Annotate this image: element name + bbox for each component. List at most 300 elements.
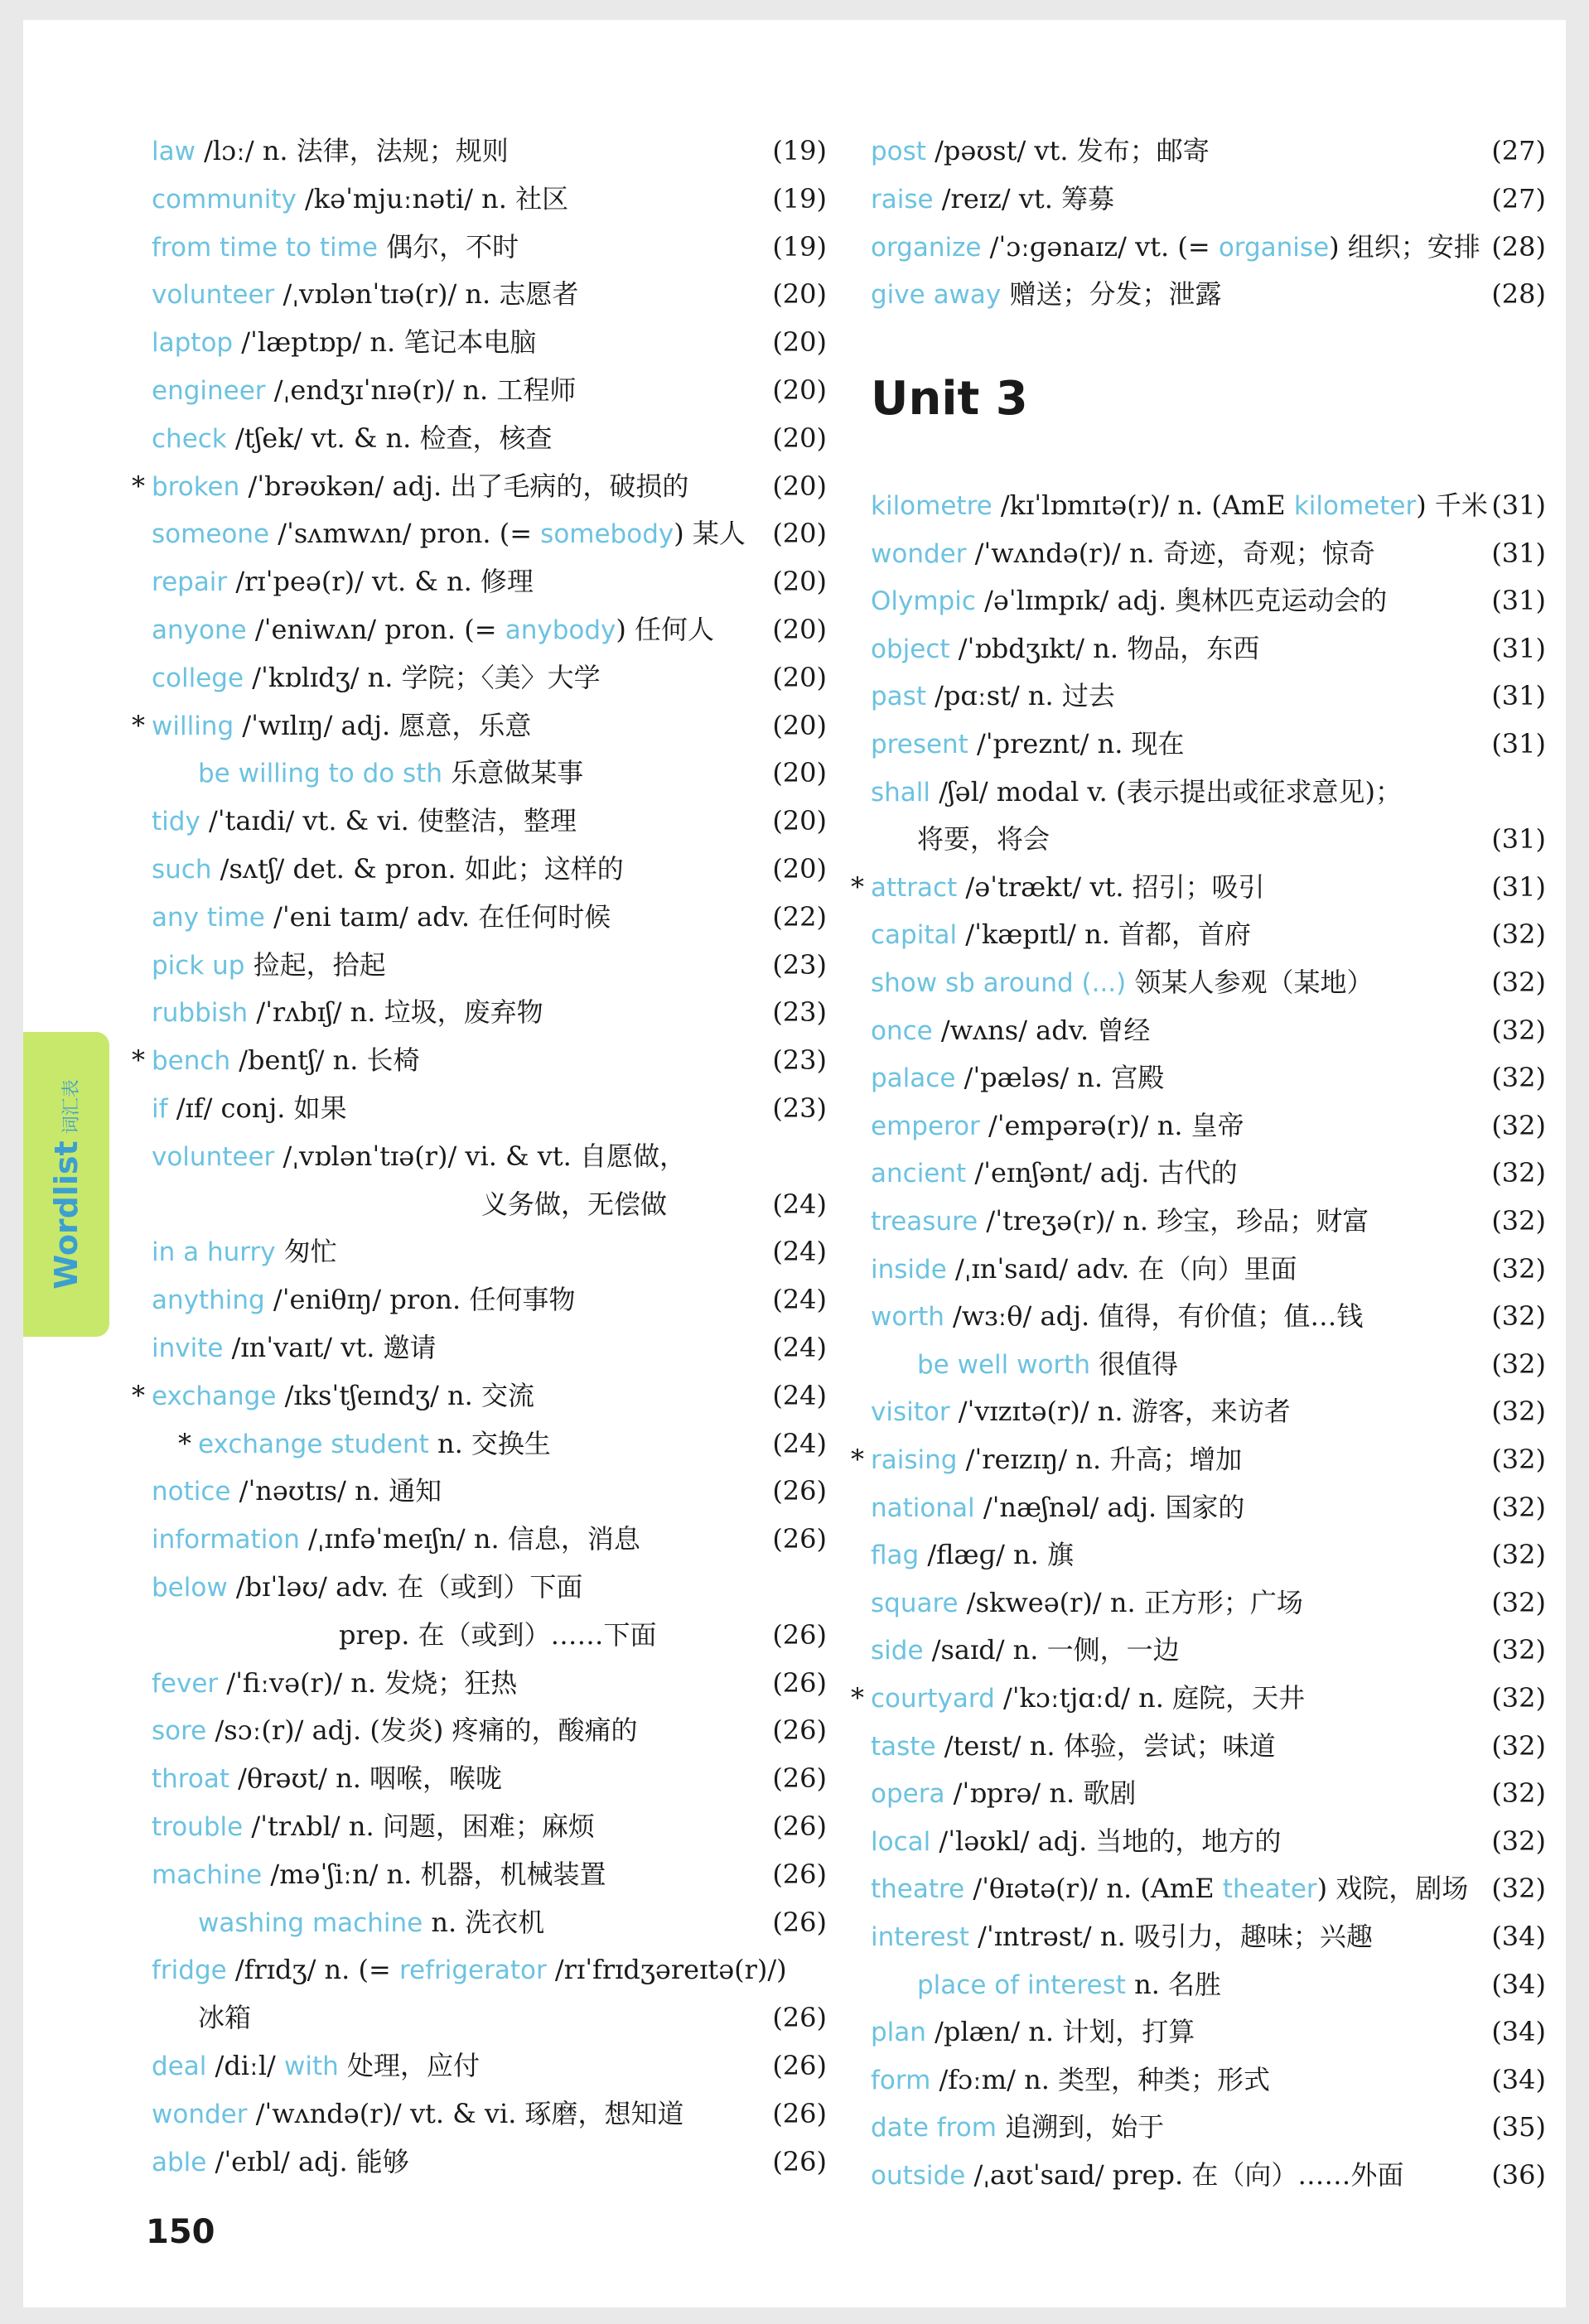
entry-text (152, 510, 746, 558)
entry-text (152, 558, 534, 606)
page-reference: (32) (1491, 1729, 1546, 1762)
entry-text (871, 864, 1265, 912)
wordlist-entry (871, 1627, 1546, 1674)
starred-mark: * (851, 870, 864, 903)
definition: /ˈvɪzɪtə(r)/ n. 游客，来访者 (949, 1396, 1291, 1428)
wordlist-entry (871, 1102, 1546, 1150)
definition: 义务做，无偿做 (481, 1188, 668, 1220)
entry-text (198, 1994, 251, 2042)
definition: /diːl/ (206, 2050, 284, 2081)
wordlist-entry (152, 176, 827, 223)
variant-headword: theater (1222, 1874, 1317, 1905)
headword: worth (871, 1302, 944, 1333)
wordlist-entry (152, 1228, 827, 1275)
entry-text (871, 1484, 1244, 1532)
headword: side (871, 1636, 924, 1666)
headword: below (152, 1573, 228, 1603)
entry-text (871, 577, 1387, 625)
definition: /əˈtrækt/ vt. 招引；吸引 (957, 870, 1265, 903)
page-reference: (23) (772, 996, 827, 1029)
wordlist-entry (152, 510, 827, 557)
entry-text (339, 1612, 657, 1659)
page-reference: (34) (1491, 2016, 1546, 2048)
wordlist-entry (152, 1420, 827, 1468)
entry-text (871, 1627, 1180, 1675)
entry-text (871, 2152, 1403, 2200)
wordlist-entry (152, 1851, 827, 1898)
entry-text (871, 1436, 1242, 1484)
page-reference: (24) (772, 1379, 827, 1411)
wordlist-entry (871, 2152, 1546, 2199)
definition: /ˌɪnˈsaɪd/ adv. 在（向）里面 (946, 1252, 1297, 1285)
page-reference: (26) (772, 1666, 827, 1699)
starred-mark: * (851, 1682, 864, 1714)
entry-text (152, 1324, 437, 1372)
entry-text (871, 673, 1115, 721)
headword: capital (871, 920, 958, 951)
wordlist-entry (152, 2138, 827, 2186)
definition: /flæɡ/ n. 旗 (919, 1539, 1074, 1571)
entry-text (871, 1531, 1074, 1579)
entry-text (152, 1372, 534, 1420)
definition: /tʃek/ vt. & n. 检查，核查 (226, 422, 553, 454)
definition: 捡起，拾起 (244, 948, 386, 981)
wordlist-entry (152, 128, 827, 175)
headword: someone (152, 519, 270, 550)
page-reference: (24) (772, 1284, 827, 1316)
wordlist-entry (871, 1388, 1546, 1435)
headword: from time to time (152, 232, 378, 263)
entry-text (871, 1293, 1363, 1341)
headword: theatre (871, 1874, 965, 1905)
wordlist-entry (871, 530, 1546, 577)
definition: /ˈkæpɪtl/ n. 首都，首府 (957, 919, 1252, 951)
entry-text (152, 702, 531, 750)
entry-text (152, 1516, 640, 1564)
entry-text (871, 959, 1373, 1007)
entry-text (152, 367, 576, 415)
headword: anyone (152, 615, 247, 645)
page-reference: (32) (1491, 1109, 1546, 1141)
wordlist-entry (871, 224, 1546, 271)
headword: give away (871, 280, 1002, 311)
wordlist-entry (152, 894, 827, 941)
definition: 偶尔，不时 (377, 230, 519, 263)
definition: n. 交换生 (428, 1427, 551, 1459)
headword: volunteer (152, 280, 275, 311)
entry-text (152, 1660, 517, 1708)
headword: present (871, 730, 968, 759)
headword: place of interest (917, 1970, 1126, 2000)
entry-text (871, 1007, 1150, 1055)
definition-cont: ) 任何人 (616, 614, 715, 645)
wordlist-entry (851, 1675, 1546, 1722)
headword: be well worth (917, 1349, 1090, 1380)
definition: /ˈrʌbɪʃ/ n. 垃圾，废弃物 (248, 996, 543, 1029)
page-reference: (32) (1491, 1444, 1546, 1475)
entry-text (152, 415, 552, 463)
definition: /skweə(r)/ n. 正方形；广场 (958, 1586, 1303, 1618)
entry-text (871, 1150, 1238, 1198)
starred-mark: * (132, 1379, 145, 1411)
side-tab-english: Wordlist (48, 1140, 85, 1290)
page-reference: (24) (772, 1427, 827, 1459)
entry-text (871, 1818, 1281, 1866)
definition: /ˌendʒɪˈnɪə(r)/ n. 工程师 (265, 374, 577, 406)
definition: /pɑːst/ n. 过去 (925, 680, 1115, 712)
unit-title: Unit 3 (871, 372, 1028, 426)
variant-headword: somebody (540, 519, 674, 550)
definition: /pəʊst/ vt. 发布；邮寄 (925, 135, 1210, 166)
entry-text (152, 894, 611, 942)
definition: /ˈeɪnʃənt/ adj. 古代的 (966, 1157, 1238, 1189)
entry-text (871, 482, 1488, 530)
definition: 乐意做某事 (442, 757, 584, 789)
entry-text (871, 1102, 1244, 1150)
entry-text (152, 798, 577, 846)
page-reference: (32) (1491, 1873, 1546, 1905)
wordlist-entry (152, 319, 827, 366)
entry-text (152, 1755, 502, 1803)
definition: /ˈlæptɒp/ n. 笔记本电脑 (233, 326, 537, 359)
wordlist-entry (871, 1293, 1546, 1340)
headword: repair (152, 567, 228, 598)
page-reference: (31) (1491, 585, 1546, 617)
headword: raising (871, 1445, 958, 1475)
headword: local (871, 1826, 931, 1857)
wordlist-entry (871, 721, 1546, 768)
definition: /ˈpæləs/ n. 宫殿 (955, 1062, 1165, 1094)
entry-text (871, 1246, 1297, 1294)
wordlist-entry (871, 1341, 1546, 1388)
page-reference: (26) (772, 2097, 827, 2129)
page-reference: (24) (772, 1188, 827, 1220)
page-reference: (20) (772, 805, 827, 837)
headword: if (152, 1094, 168, 1124)
definition: /bɪˈləʊ/ adv. 在（或到）下面 (227, 1571, 583, 1603)
page-reference: (32) (1491, 1014, 1546, 1046)
wordlist-entry (871, 1770, 1546, 1817)
wordlist-entry (871, 959, 1546, 1006)
definition: /ˌvɒlənˈtɪə(r)/ vi. & vt. 自愿做， (274, 1140, 687, 1172)
entry-text (871, 2008, 1195, 2056)
definition: 将要，将会 (917, 823, 1050, 856)
headword: emperor (871, 1111, 980, 1141)
definition: /kəˈmjuːnəti/ n. 社区 (296, 182, 569, 215)
entry-text (871, 1198, 1369, 1246)
wordlist-entry (871, 1579, 1546, 1627)
headword: square (871, 1588, 959, 1618)
headword: information (152, 1525, 300, 1555)
wordlist-entry (152, 2090, 827, 2138)
wordlist-entry (871, 2056, 1546, 2104)
definition: /teɪst/ n. 体验，尝试；味道 (935, 1729, 1276, 1762)
entry-text (871, 271, 1221, 319)
page-reference: (32) (1491, 1777, 1546, 1810)
headword: exchange (152, 1381, 277, 1411)
wordlist-entry (871, 128, 1546, 175)
headword: able (152, 2147, 207, 2177)
page-reference: (27) (1491, 135, 1546, 166)
wordlist-entry (152, 1994, 827, 2042)
starred-mark: * (132, 470, 145, 502)
entry-text (152, 654, 601, 702)
entry-text (871, 1579, 1303, 1627)
headword: throat (152, 1764, 229, 1795)
headword: outside (871, 2161, 966, 2191)
wordlist-entry (871, 1913, 1546, 1960)
headword: laptop (152, 328, 234, 359)
page-reference: (26) (772, 1618, 827, 1651)
wordlist-entry (871, 1198, 1546, 1245)
definition: /sɔː(r)/ adj. (发炎) 疼痛的，酸痛的 (206, 1714, 638, 1747)
page-reference: (20) (772, 518, 827, 550)
wordlist-entry (152, 1085, 827, 1132)
entry-text (871, 1770, 1136, 1818)
definition: /fɔːm/ n. 类型，种类；形式 (930, 2063, 1271, 2095)
wordlist-entry (152, 846, 827, 893)
definition: /ˈeniθɪŋ/ pron. 任何事物 (264, 1284, 576, 1316)
headword: such (152, 855, 212, 885)
page-reference: (27) (1491, 182, 1546, 215)
entry-text (917, 1961, 1221, 2009)
definition: /ˈreɪzɪŋ/ n. 升高；增加 (957, 1444, 1243, 1475)
wordlist-entry (871, 1484, 1546, 1531)
wordlist-entry (152, 1755, 827, 1802)
page-reference: (32) (1491, 1157, 1546, 1189)
page-reference: (32) (1491, 1062, 1546, 1094)
page-reference: (31) (1491, 632, 1546, 664)
headword: opera (871, 1779, 945, 1810)
wordlist-entry (871, 2008, 1546, 2056)
definition: /ˈləʊkl/ adj. 当地的，地方的 (930, 1825, 1282, 1857)
wordlist-entry (152, 1660, 827, 1707)
entry-text (152, 1085, 347, 1133)
definition: /saɪd/ n. 一侧，一边 (923, 1634, 1180, 1666)
headword: sore (152, 1716, 207, 1747)
page-reference: (26) (772, 1906, 827, 1938)
wordlist-entry (152, 942, 827, 989)
definition: /ˈwɪlɪŋ/ adj. 愿意，乐意 (234, 709, 532, 741)
definition: /ʃəl/ modal v. (表示提出或征求意见)； (930, 775, 1402, 808)
wordlist-entry (871, 1723, 1546, 1770)
wordlist-entry (871, 769, 1546, 816)
definition-cont: /rɪˈfrɪdʒəreɪtə(r)/) (546, 1954, 787, 1986)
definition-cont: 处理，应付 (338, 2050, 480, 2081)
wordlist-entry (871, 1818, 1546, 1865)
page-reference: (32) (1491, 1491, 1546, 1523)
definition: /ˈfiːvə(r)/ n. 发烧；狂热 (218, 1666, 518, 1699)
definition: 很值得 (1089, 1348, 1179, 1380)
definition: /ˈθɪətə(r)/ n. (AmE (964, 1873, 1223, 1905)
wordlist-entry (152, 558, 827, 605)
headword: palace (871, 1063, 956, 1094)
definition: 匆忙 (275, 1236, 337, 1268)
wordlist-entry (152, 1899, 827, 1946)
definition: /wɜːθ/ adj. 值得，有价值；值…钱 (944, 1300, 1364, 1333)
headword: tidy (152, 807, 200, 837)
definition: /bentʃ/ n. 长椅 (230, 1044, 420, 1077)
page-reference: (26) (772, 2002, 827, 2034)
entry-text (198, 750, 583, 798)
definition: n. 名胜 (1125, 1968, 1222, 2000)
variant-headword: organise (1218, 232, 1330, 263)
page-reference: (19) (772, 182, 827, 215)
entry-text (152, 989, 543, 1037)
entry-text (871, 1913, 1373, 1961)
headword: in a hurry (152, 1237, 276, 1268)
starred-mark: * (132, 1044, 145, 1077)
headword: post (871, 137, 926, 166)
entry-text (871, 2056, 1270, 2105)
wordlist-entry (132, 463, 827, 510)
starred-mark: * (178, 1427, 191, 1459)
entry-text (871, 1388, 1291, 1436)
definition: 赠送；分发；泄露 (1001, 278, 1222, 311)
entry-text (871, 769, 1402, 817)
definition: /ˈempərə(r)/ n. 皇帝 (979, 1109, 1244, 1141)
wordlist-entry (871, 1961, 1546, 2008)
entry-text (152, 1276, 575, 1324)
entry-text (481, 1181, 667, 1228)
page-reference: (23) (772, 948, 827, 981)
headword: object (871, 634, 950, 664)
entry-text (871, 625, 1259, 673)
wordlist-entry (152, 1324, 827, 1372)
page-reference: (26) (772, 1523, 827, 1555)
page-reference: (20) (772, 709, 827, 741)
wordlist-entry (152, 2042, 827, 2090)
definition: /ˌɪnfəˈmeɪʃn/ n. 信息，消息 (299, 1523, 640, 1555)
page-reference: (31) (1491, 537, 1546, 569)
wordlist-entry (851, 864, 1546, 911)
page-reference: (26) (772, 1811, 827, 1842)
page-reference: (35) (1491, 2111, 1546, 2143)
entry-text (871, 1054, 1164, 1102)
definition: /ˈtreʒə(r)/ n. 珍宝，珍品；财富 (978, 1205, 1369, 1237)
headword: flag (871, 1540, 920, 1571)
definition: /ˈpreznt/ n. 现在 (968, 728, 1185, 759)
page-reference: (24) (772, 1332, 827, 1363)
wordlist-entry (152, 1516, 827, 1563)
page-reference: (31) (1491, 870, 1546, 903)
definition: /ˈeɪbl/ adj. 能够 (206, 2145, 409, 2177)
headword: check (152, 423, 227, 454)
wordlist-entry (132, 1372, 827, 1420)
headword: machine (152, 1859, 263, 1890)
page-reference: (34) (1491, 2063, 1546, 2095)
page-reference: (32) (1491, 1539, 1546, 1571)
page-reference: (32) (1491, 1682, 1546, 1714)
starred-mark: * (132, 709, 145, 741)
entry-text (198, 1420, 551, 1468)
definition: /ˈeniwʌn/ pron. (= (246, 614, 505, 645)
headword: once (871, 1015, 933, 1046)
page-reference: (32) (1491, 1252, 1546, 1285)
wordlist-entry (871, 577, 1546, 624)
page-reference: (32) (1491, 967, 1546, 998)
definition: /ˈɪntrəst/ n. 吸引力，趣味；兴趣 (968, 1921, 1373, 1952)
entry-text (152, 1468, 442, 1516)
headword: fridge (152, 1955, 227, 1986)
headword: courtyard (871, 1684, 995, 1714)
wordlist-entry (871, 673, 1546, 720)
entry-text (871, 1865, 1468, 1913)
headword: kilometre (871, 491, 993, 521)
entry-text (871, 176, 1114, 224)
headword: exchange student (198, 1429, 429, 1459)
page-number: 150 (146, 2213, 215, 2251)
entry-text (152, 128, 509, 176)
entry-text (152, 176, 568, 224)
definition: /ˈtrʌbl/ n. 问题，困难；麻烦 (243, 1811, 595, 1842)
entry-text (152, 2138, 409, 2187)
page-reference: (28) (1491, 230, 1546, 263)
entry-text (917, 1341, 1178, 1389)
wordlist-entry (152, 415, 827, 462)
wordlist-entry (152, 1612, 827, 1659)
page-reference: (20) (772, 374, 827, 406)
wordlist-entry (871, 271, 1546, 318)
page-reference: (36) (1491, 2159, 1546, 2191)
page-reference: (26) (772, 1475, 827, 1507)
wordlist-entry (871, 1246, 1546, 1293)
page-reference: (22) (772, 900, 827, 933)
headword: willing (152, 711, 234, 741)
entry-text (152, 942, 386, 990)
definition: /ˈwʌndə(r)/ vt. & vi. 琢磨，想知道 (247, 2097, 684, 2129)
entry-text (198, 1899, 544, 1947)
headword: ancient (871, 1159, 967, 1189)
headword: college (152, 663, 244, 693)
headword: engineer (152, 376, 266, 406)
entry-text (871, 1723, 1276, 1771)
headword: date from (871, 2113, 997, 2143)
entry-text (871, 530, 1375, 578)
headword: wonder (871, 538, 967, 569)
wordlist-entry (152, 1707, 827, 1754)
entry-text (917, 816, 1050, 863)
page-reference: (34) (1491, 1921, 1546, 1952)
page-reference: (32) (1491, 1634, 1546, 1666)
headword: form (871, 2065, 931, 2095)
definition: /ˈɒbdʒɪkt/ n. 物品，东西 (949, 632, 1260, 664)
definition: /ˌaʊtˈsaɪd/ prep. 在（向）……外面 (965, 2159, 1404, 2191)
headword: Olympic (871, 586, 976, 617)
wordlist-entry (152, 1946, 827, 1994)
headword: wonder (152, 2099, 248, 2129)
page-reference: (26) (772, 1858, 827, 1890)
headword: pick up (152, 950, 245, 981)
wordlist-entry (871, 176, 1546, 223)
headword: any time (152, 902, 265, 933)
definition-cont: ) 某人 (674, 518, 746, 550)
definition: 追溯到，始于 (996, 2111, 1165, 2143)
page-reference: (19) (772, 135, 827, 166)
definition: /wʌns/ adv. 曾经 (932, 1014, 1151, 1046)
headword: broken (152, 471, 240, 502)
definition: /əˈlɪmpɪk/ adj. 奥林匹克运动会的 (975, 585, 1388, 617)
definition: n. 洗衣机 (423, 1906, 545, 1938)
wordlist-entry (871, 625, 1546, 673)
page-reference: (20) (772, 757, 827, 789)
entry-text (152, 463, 688, 511)
definition-cont: ) 千米 (1416, 489, 1488, 521)
wordlist-entry (871, 1007, 1546, 1054)
page-reference: (20) (772, 853, 827, 885)
page-reference: (32) (1491, 1300, 1546, 1333)
definition: /rɪˈpeə(r)/ vt. & n. 修理 (227, 566, 534, 598)
